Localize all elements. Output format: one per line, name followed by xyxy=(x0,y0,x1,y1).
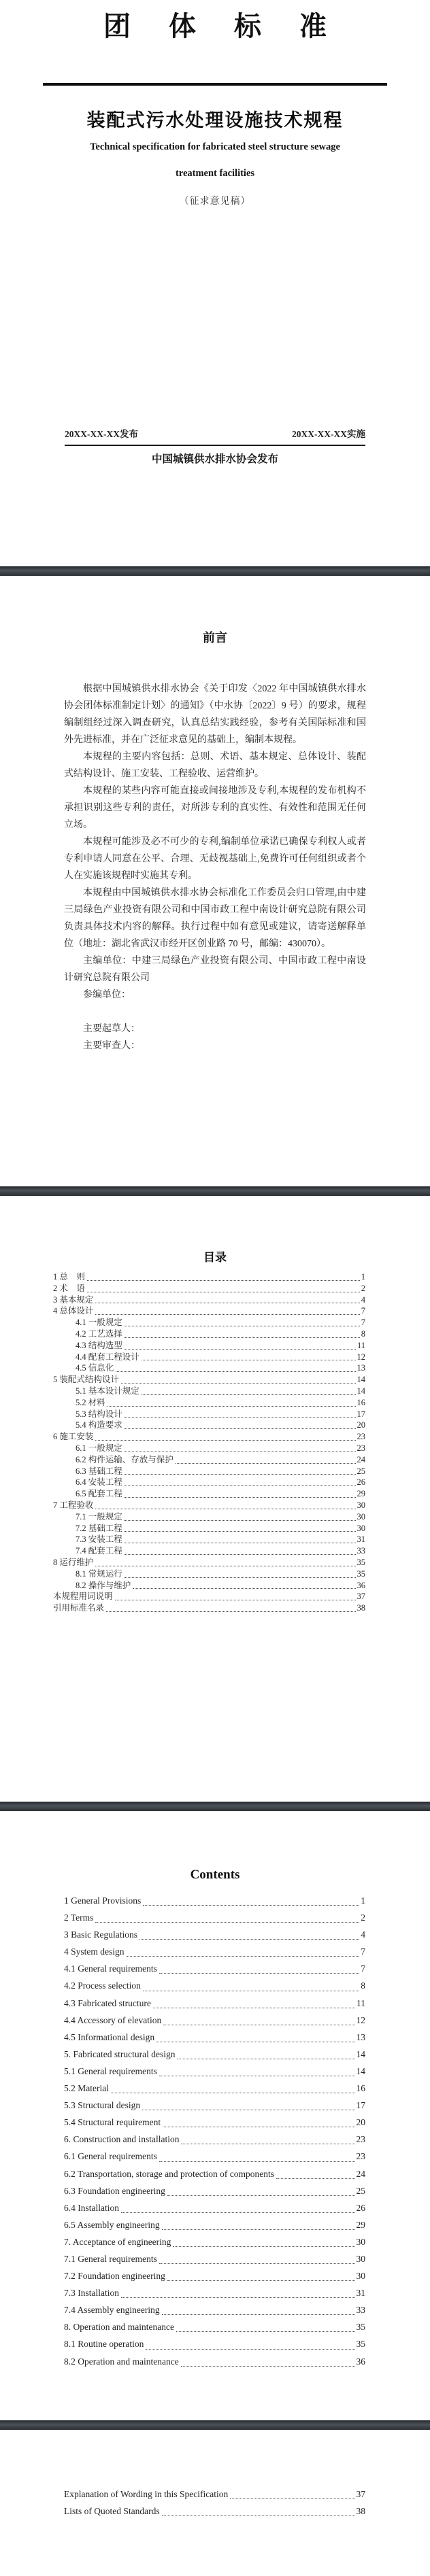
toc-entry xyxy=(53,1352,365,1363)
toc-entry-label: 5. Fabricated structural design xyxy=(64,2048,176,2059)
toc-entry-page: 38 xyxy=(357,1603,365,1613)
toc-leader-dots xyxy=(108,1406,356,1407)
toc-leader-dots xyxy=(146,2349,354,2350)
toc-entry xyxy=(64,2301,365,2318)
toc-entry-page: 35 xyxy=(356,2322,365,2333)
toc-entry-label: 6.1 一般规定 xyxy=(76,1443,122,1453)
toc-entry-page: 25 xyxy=(357,1466,365,1476)
toc-entry-page: 13 xyxy=(356,2031,365,2042)
toc-entry-page: 30 xyxy=(357,1500,365,1510)
toc-entry-label: Lists of Quoted Standards xyxy=(64,2506,160,2517)
foreword-paragraph: 本规程由中国城镇供水排水协会标准化工作委员会归口管理,由中建三局绿色产业投资有限公司和中国市政工程中南设计研究总院有限公司负责具体技术内容的解释。执行过程中如有意见或建议，请寄送解释单位（地址：湖北省武汉市经开区创业路 70 号，邮编：430070）。 xyxy=(64,888,366,949)
toc-entry xyxy=(64,2335,365,2352)
toc-entry xyxy=(64,1926,365,1943)
toc-leader-dots xyxy=(181,2366,355,2367)
toc-entry-label: 2 Terms xyxy=(64,1912,94,1923)
document-title-en-line1: Technical specification for fabricated steel structure sewage xyxy=(90,141,340,152)
toc-entry xyxy=(64,2284,365,2301)
toc-entry-page: 35 xyxy=(357,1568,365,1579)
toc-leader-dots xyxy=(127,1956,360,1957)
toc-entry-label: 5.4 Structural requirement xyxy=(64,2117,161,2128)
toc-leader-dots xyxy=(125,1577,356,1578)
toc-entry-label: 7.3 Installation xyxy=(64,2288,119,2299)
toc-entry xyxy=(64,2046,365,2063)
toc-entry-page: 14 xyxy=(356,2065,365,2076)
toc-entry-page: 17 xyxy=(357,1409,365,1419)
toc-entry-label: 4 System design xyxy=(64,1946,125,1957)
toc-entry-label: 6.4 安装工程 xyxy=(76,1477,122,1488)
toc-leader-dots xyxy=(162,2229,355,2230)
toc-entry-label: 4.2 Process selection xyxy=(64,1980,141,1991)
toc-leader-dots xyxy=(276,2178,355,2179)
toc-entry-label: 7.2 Foundation engineering xyxy=(64,2271,165,2282)
toc-entry xyxy=(64,2148,365,2165)
foreword-paragraph: 本规程的主要内容包括：总则、术语、基本规定、总体设计、装配式结构设计、施工安装、工程验收、运营维护。 xyxy=(64,752,366,779)
toc-entry-label: 7.1 一般规定 xyxy=(76,1511,122,1522)
toc-entry xyxy=(64,1960,365,1977)
toc-entry-label: 7.2 基础工程 xyxy=(76,1523,122,1533)
toc-entry xyxy=(64,2182,365,2199)
toc-entry-label: 7.1 General requirements xyxy=(64,2253,157,2264)
toc-entry xyxy=(64,2318,365,2335)
toc-entry xyxy=(64,2029,365,2046)
toc-leader-dots xyxy=(139,1939,359,1940)
page-separator xyxy=(0,566,430,576)
toc-entry-page: 7 xyxy=(361,1946,365,1957)
toc-entry xyxy=(64,2131,365,2148)
toc-entry-page: 23 xyxy=(356,2151,365,2162)
toc-entry-page: 1 xyxy=(361,1272,365,1282)
toc-entry xyxy=(64,2250,365,2267)
toc-entry xyxy=(64,2267,365,2284)
toc-entry xyxy=(64,2199,365,2216)
toc-leader-dots xyxy=(167,2195,355,2196)
toc-entry-page: 17 xyxy=(356,2100,365,2111)
toc-entry-page: 36 xyxy=(357,1580,365,1590)
toc-entry xyxy=(64,2063,365,2080)
toc-entry-label: 5.3 Structural design xyxy=(64,2100,141,2111)
toc-entry-page: 11 xyxy=(357,1340,365,1350)
toc-entry-label: 4.4 Accessory of elevation xyxy=(64,2014,162,2025)
toc-entry-label: 4.4 配套工程设计 xyxy=(76,1352,139,1362)
toc-entry xyxy=(53,1454,365,1466)
toc-leader-dots xyxy=(133,1588,355,1589)
toc-entry-label: 3 Basic Regulations xyxy=(64,1929,137,1940)
toc-entry-page: 12 xyxy=(356,2014,365,2025)
toc-entry-page: 31 xyxy=(356,2288,365,2299)
toc-entry-label: 6.3 基础工程 xyxy=(76,1466,122,1476)
toc-leader-dots xyxy=(95,1922,359,1923)
toc-entry-page: 16 xyxy=(357,1397,365,1407)
toc-entry-page: 1 xyxy=(361,1895,365,1906)
toc-entry xyxy=(53,1420,365,1431)
toc-entry xyxy=(64,2353,365,2370)
toc-entry-label: 2 术 语 xyxy=(53,1283,85,1293)
foreword-title: 前言 xyxy=(203,631,227,645)
toc-leader-dots xyxy=(162,2515,355,2516)
toc-entry-page: 30 xyxy=(357,1511,365,1522)
toc-entry-label: 7.3 安装工程 xyxy=(76,1534,122,1545)
toc-entry-page: 30 xyxy=(356,2253,365,2264)
toc-entry-page: 23 xyxy=(357,1443,365,1453)
toc-entry-label: 8. Operation and maintenance xyxy=(64,2322,174,2333)
cover-rule xyxy=(43,83,387,86)
toc-entry-label: 6.5 Assembly engineering xyxy=(64,2219,160,2230)
toc-leader-dots xyxy=(142,1394,356,1395)
toc-entry xyxy=(53,1488,365,1500)
toc-entry-page: 4 xyxy=(361,1929,365,1940)
toc-list-en xyxy=(64,1892,365,2370)
toc-entry-label: 7. Acceptance of engineering xyxy=(64,2236,171,2247)
toc-entry xyxy=(53,1557,365,1568)
toc-entry-page: 13 xyxy=(357,1363,365,1373)
toc-entry xyxy=(53,1317,365,1328)
toc-entry-page: 7 xyxy=(361,1963,365,1974)
toc-entry xyxy=(53,1386,365,1397)
toc-leader-dots xyxy=(125,1531,356,1532)
toc-entry xyxy=(53,1305,365,1317)
toc-entry xyxy=(53,1602,365,1614)
toc-entry-label: 6 施工安装 xyxy=(53,1432,94,1442)
toc-entry-page: 30 xyxy=(356,2236,365,2247)
toc-entry xyxy=(53,1409,365,1420)
toc-entry-page: 35 xyxy=(357,1557,365,1567)
toc-entry xyxy=(53,1294,365,1306)
toc-entry-label: 6.2 构件运输、存放与保护 xyxy=(76,1454,173,1464)
toc-leader-dots xyxy=(125,1337,360,1338)
toc-entry-label: 5.2 Material xyxy=(64,2083,109,2094)
toc-leader-dots xyxy=(125,1497,356,1498)
toc-entry xyxy=(53,1362,365,1374)
foreword-body xyxy=(64,681,366,1054)
toc-entry-label: 7.4 Assembly engineering xyxy=(64,2305,160,2316)
toc-entry-label: 引用标准名录 xyxy=(53,1603,105,1613)
toc-entry xyxy=(64,1909,365,1926)
toc-leader-dots xyxy=(159,1973,359,1974)
draft-status-note: （征求意见稿） xyxy=(179,196,251,207)
toc-leader-dots xyxy=(159,2263,355,2264)
toc-entry-page: 12 xyxy=(357,1352,365,1362)
toc-list-en-overflow xyxy=(64,2486,365,2520)
toc-entry-page: 25 xyxy=(356,2185,365,2196)
toc-leader-dots xyxy=(230,2498,354,2499)
toc-entry-page: 14 xyxy=(357,1375,365,1385)
toc-entry-page: 8 xyxy=(361,1328,365,1339)
toc-leader-dots xyxy=(106,1611,355,1612)
toc-entry-label: 6.2 Transportation, storage and protection of components xyxy=(64,2168,274,2179)
toc-entry xyxy=(64,2012,365,2029)
toc-entry xyxy=(53,1580,365,1592)
toc-page-zh xyxy=(0,1196,430,1802)
toc-entry xyxy=(64,1995,365,2012)
toc-entry-label: 5.4 构造要求 xyxy=(76,1420,122,1430)
toc-title-zh: 目录 xyxy=(203,1251,227,1264)
toc-entry-label: 6.1 General requirements xyxy=(64,2151,157,2162)
toc-entry-page: 30 xyxy=(357,1523,365,1533)
toc-entry-label: 8.2 操作与维护 xyxy=(76,1580,131,1590)
toc-list-zh xyxy=(53,1271,365,1614)
toc-entry-label: 7.4 配套工程 xyxy=(76,1546,122,1556)
toc-entry-label: 5.2 材料 xyxy=(76,1397,105,1407)
toc-entry-label: Explanation of Wording in this Specification xyxy=(64,2489,229,2499)
foreword-paragraph: 本规程可能涉及必不可少的专利,编制单位承诺已确保专利权人或者专利申请人同意在公平、合理、无歧视基础上,免费许可任何组织或者个人在实施该规程时实施其专利。 xyxy=(64,837,366,881)
toc-entry-page: 2 xyxy=(361,1283,365,1293)
toc-entry xyxy=(53,1443,365,1454)
toc-entry-page: 16 xyxy=(356,2083,365,2094)
toc-entry-page: 36 xyxy=(356,2356,365,2367)
toc-leader-dots xyxy=(87,1280,360,1281)
toc-leader-dots xyxy=(95,1440,355,1441)
toc-entry-label: 8.1 常规运行 xyxy=(76,1568,122,1579)
toc-entry-label: 4.3 Fabricated structure xyxy=(64,1997,151,2008)
toc-entry xyxy=(53,1545,365,1557)
page-separator xyxy=(0,2420,430,2430)
toc-entry-page: 37 xyxy=(357,1592,365,1602)
toc-entry-page: 30 xyxy=(356,2271,365,2282)
toc-entry-page: 31 xyxy=(357,1534,365,1545)
toc-entry-label: 1 General Provisions xyxy=(64,1895,142,1906)
implementation-date: 20XX-XX-XX实施 xyxy=(292,429,365,439)
toc-leader-dots xyxy=(121,1383,356,1384)
foreword-paragraph: 本规程的某些内容可能直接或间接地涉及专利,本规程的发布机构不承担识别这些专利的责任，对所涉专利的真实性、有效性和范围无任何立场。 xyxy=(64,786,366,830)
toc-entry-label: 8.1 Routine operation xyxy=(64,2339,144,2350)
toc-entry-page: 7 xyxy=(361,1306,365,1316)
toc-entry-label: 5.1 General requirements xyxy=(64,2065,157,2076)
toc-entry-page: 2 xyxy=(361,1912,365,1923)
toc-entry xyxy=(53,1466,365,1477)
toc-title-en: Contents xyxy=(190,1868,240,1882)
toc-entry-label: 本规程用词说明 xyxy=(53,1592,113,1602)
cover-page xyxy=(0,0,430,566)
toc-entry-label: 5.1 基本设计规定 xyxy=(76,1386,139,1396)
toc-entry-page: 33 xyxy=(356,2305,365,2316)
page-separator xyxy=(0,1802,430,1811)
toc-entry xyxy=(64,2165,365,2182)
toc-entry-label: 6.4 Installation xyxy=(64,2202,119,2213)
toc-leader-dots xyxy=(125,1428,356,1429)
toc-entry xyxy=(53,1328,365,1340)
toc-entry xyxy=(53,1500,365,1511)
toc-entry xyxy=(64,2114,365,2131)
toc-leader-dots xyxy=(176,1463,356,1464)
toc-entry-label: 4.3 结构选型 xyxy=(76,1340,122,1350)
reviewers-label: 主要审查人： xyxy=(83,1041,140,1051)
toc-entry xyxy=(53,1534,365,1545)
toc-entry-page: 4 xyxy=(361,1294,365,1305)
toc-entry-label: 4 总体设计 xyxy=(53,1306,94,1316)
toc-entry xyxy=(53,1511,365,1523)
toc-entry-label: 8.2 Operation and maintenance xyxy=(64,2356,179,2367)
toc-leader-dots xyxy=(162,2314,355,2315)
toc-entry-label: 6. Construction and installation xyxy=(64,2134,180,2145)
toc-entry-label: 3 基本规定 xyxy=(53,1294,94,1305)
toc-entry-page: 11 xyxy=(357,1997,365,2008)
standard-type-banner: 团体标准 xyxy=(103,12,365,41)
toc-entry-page: 14 xyxy=(357,1386,365,1396)
toc-entry-label: 4.5 信息化 xyxy=(76,1363,114,1373)
toc-leader-dots xyxy=(125,1474,356,1475)
toc-entry xyxy=(53,1431,365,1443)
publisher-line: 中国城镇供水排水协会发布 xyxy=(151,453,278,465)
drafters-label: 主要起草人： xyxy=(83,1024,140,1034)
toc-entry-label: 1 总 则 xyxy=(53,1272,85,1282)
toc-entry-page: 38 xyxy=(356,2506,365,2517)
foreword-paragraph: 参编单位： xyxy=(83,990,131,1000)
page-separator xyxy=(0,1186,430,1196)
toc-entry-page: 24 xyxy=(356,2168,365,2179)
toc-entry-label: 4.1 一般规定 xyxy=(76,1318,122,1328)
toc-entry-label: 8 运行维护 xyxy=(53,1557,94,1567)
foreword-paragraph-list xyxy=(64,681,366,1003)
toc-page-en xyxy=(0,1811,430,2420)
toc-entry xyxy=(64,2216,365,2233)
toc-entry xyxy=(53,1397,365,1409)
toc-entry xyxy=(64,1977,365,1994)
toc-entry-label: 4.1 General requirements xyxy=(64,1963,157,1974)
toc-entry-page: 14 xyxy=(356,2048,365,2059)
toc-leader-dots xyxy=(116,1371,355,1372)
document-title-en-line2: treatment facilities xyxy=(175,168,255,179)
toc-leader-dots xyxy=(159,2161,355,2162)
toc-entry-page: 20 xyxy=(357,1420,365,1430)
date-rule xyxy=(65,445,365,446)
toc-entry-label: 7 工程验收 xyxy=(53,1500,94,1510)
toc-entry-page: 29 xyxy=(357,1489,365,1499)
toc-entry-label: 4.5 Informational design xyxy=(64,2031,155,2042)
toc-entry-label: 5 装配式结构设计 xyxy=(53,1375,119,1385)
toc-entry-page: 23 xyxy=(357,1432,365,1442)
document-title-zh: 装配式污水处理设施技术规程 xyxy=(86,110,344,131)
toc-entry-label: 5.3 结构设计 xyxy=(76,1409,122,1419)
toc-entry-page: 7 xyxy=(361,1318,365,1328)
toc-entry xyxy=(53,1523,365,1534)
toc-entry-page: 29 xyxy=(356,2219,365,2230)
toc-entry-page: 33 xyxy=(357,1546,365,1556)
toc-entry xyxy=(64,1892,365,1909)
toc-leader-dots xyxy=(173,2246,354,2247)
toc-entry xyxy=(53,1568,365,1580)
toc-entry-label: 4.2 工艺选择 xyxy=(76,1328,122,1339)
toc-entry xyxy=(53,1374,365,1386)
toc-entry xyxy=(53,1283,365,1294)
toc-entry xyxy=(64,2503,365,2520)
toc-entry-label: 6.5 配套工程 xyxy=(76,1489,122,1499)
toc-leader-dots xyxy=(95,1314,359,1315)
toc-entry xyxy=(64,2486,365,2503)
toc-entry xyxy=(53,1340,365,1352)
toc-entry xyxy=(64,1943,365,1960)
toc-leader-dots xyxy=(121,2297,355,2298)
date-row xyxy=(65,428,365,441)
toc-leader-dots xyxy=(125,1520,356,1521)
toc-entry xyxy=(53,1271,365,1283)
toc-entry xyxy=(64,2233,365,2250)
toc-entry-page: 35 xyxy=(356,2339,365,2350)
toc-entry-page: 26 xyxy=(356,2202,365,2213)
toc-leader-dots xyxy=(125,1417,356,1418)
toc-leader-dots xyxy=(121,2212,355,2213)
toc-page-en-overflow xyxy=(0,2430,430,2576)
toc-entry-page: 26 xyxy=(357,1477,365,1488)
toc-leader-dots xyxy=(125,1349,356,1350)
toc-leader-dots xyxy=(143,1905,359,1906)
toc-entry xyxy=(64,2080,365,2097)
toc-entry-page: 20 xyxy=(356,2117,365,2128)
toc-entry xyxy=(53,1591,365,1602)
issue-date: 20XX-XX-XX发布 xyxy=(65,429,138,439)
foreword-paragraph: 根据中国城镇供水排水协会《关于印发〈2022 年中国城镇供水排水协会团体标准制定计划〉的通知》（中水协〔2022〕9 号）的要求，规程编制组经过深入调查研究，认真总结实践经验，参考有关国际标准和国外先进标准，并在广泛征求意见的基础上，编制本规程。 xyxy=(64,684,366,745)
foreword-paragraph: 主编单位：中建三局绿色产业投资有限公司、中国市政工程中南设计研究总院有限公司 xyxy=(64,956,366,983)
foreword-page xyxy=(0,576,430,1186)
toc-entry xyxy=(53,1477,365,1488)
toc-entry-page: 23 xyxy=(356,2134,365,2145)
toc-entry xyxy=(64,2097,365,2114)
toc-leader-dots xyxy=(176,2331,355,2332)
toc-leader-dots xyxy=(125,1554,356,1555)
toc-entry-label: 6.3 Foundation engineering xyxy=(64,2185,165,2196)
toc-entry-page: 8 xyxy=(361,1980,365,1991)
toc-leader-dots xyxy=(167,2280,355,2281)
toc-entry-page: 37 xyxy=(356,2489,365,2499)
toc-entry-page: 24 xyxy=(357,1454,365,1464)
